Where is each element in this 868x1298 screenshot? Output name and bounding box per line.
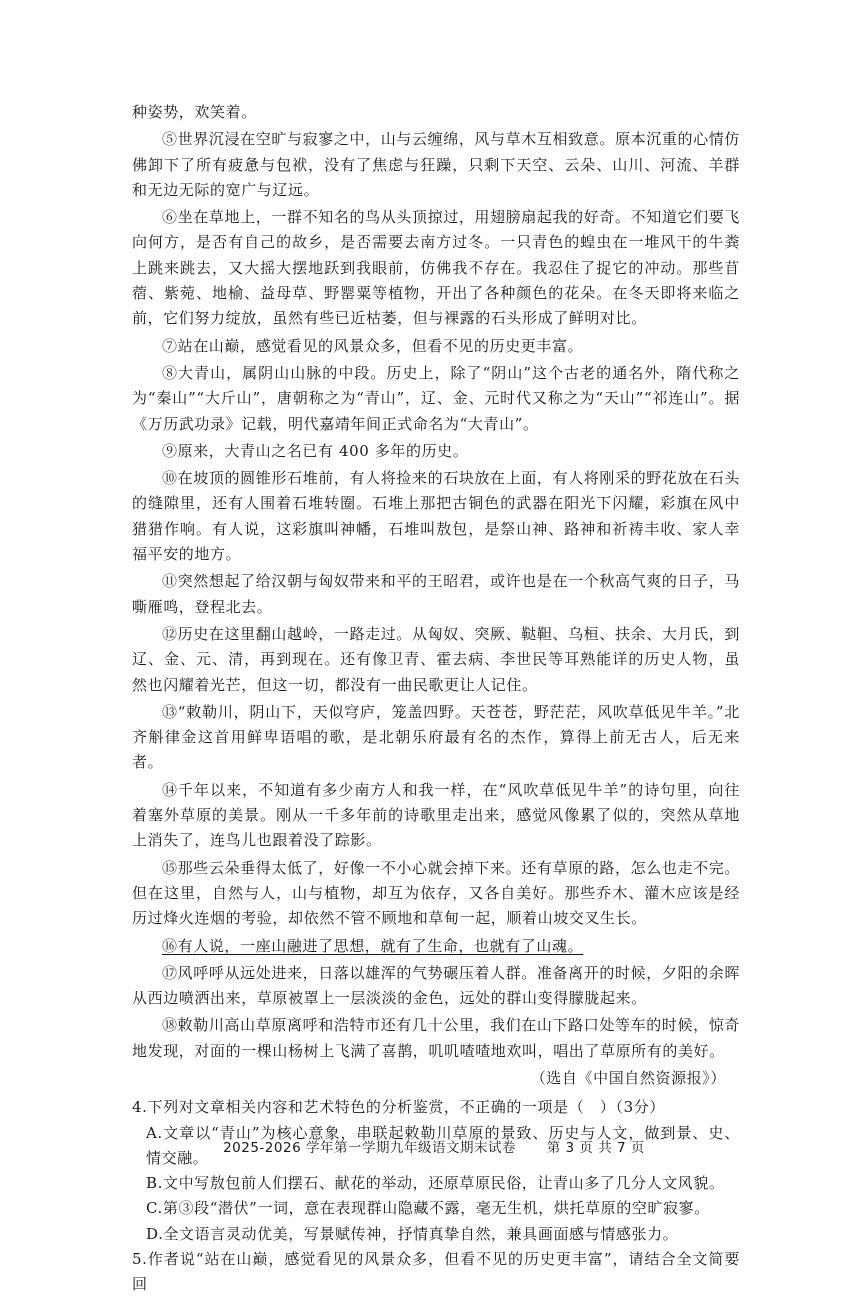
paragraph: ⑧大青山，属阴山山脉的中段。历史上，除了“阴山”这个古老的通名外，隋代称之为“秦山”“大斤山”，唐朝称之为“青山”，辽、金、元时代又称之为“天山”“祁连山”。据《万历武功录》记载，明代嘉靖年间正式命名为“大青山”。 (132, 363, 740, 433)
paragraph: ⑰风呼呼从远处进来，日落以雄浑的气势碾压着人群。准备离开的时候，夕阳的余晖从西边喷洒出来，草原被罩上一层淡淡的金色，远处的群山变得朦胧起来。 (132, 963, 740, 1008)
underlined-sentence: ⑯有人说，一座山融进了思想，就有了生命，也就有了山魂。 (162, 936, 584, 955)
question-4-stem: 4.下列对文章相关内容和艺术特色的分析鉴赏，不正确的一项是（ ）（3分） (132, 1098, 665, 1117)
exam-title: 2025-2026 学年第一学期九年级语文期末试卷 (223, 1140, 516, 1156)
paragraph: ⑦站在山巅，感觉看见的风景众多，但看不见的历史更丰富。 (162, 336, 584, 355)
page-footer (0, 1136, 868, 1156)
question-4 (132, 1095, 740, 1247)
paragraph: ⑨原来，大青山之名已有 400 多年的历史。 (162, 441, 469, 460)
paragraph: ⑬“敕勒川，阴山下，天似穹庐，笼盖四野。天苍苍，野茫茫，风吹草低见牛羊。”北齐斛律金这首用鲜卑语唱的歌，是北朝乐府最有名的杰作，算得上前无古人，后无来者。 (132, 702, 740, 772)
question-4-option-c: C.第③段“潜伏”一词，意在表现群山隐藏不露，毫无生机，烘托草原的空旷寂寥。 (146, 1199, 710, 1218)
paragraph: ⑱敕勒川高山草原离呼和浩特市还有几十公里，我们在山下路口处等车的时候，惊奇地发现，对面的一棵山杨树上飞满了喜鹊，叽叽喳喳地欢叫，唱出了草原所有的美好。 (132, 1016, 740, 1060)
paragraph: ⑭千年以来，不知道有多少南方人和我一样，在“风吹草低见牛羊”的诗句里，向往着塞外草原的美景。刚从一千多年前的诗歌里走出来，感觉风像累了似的，突然从草地上消失了，连鸟儿也跟着没了踪影。 (132, 780, 740, 850)
question-4-option-d: D.全文语言灵动优美，写景赋传神，抒情真挚自然，兼具画面感与情感张力。 (146, 1224, 679, 1243)
question-4-option-a: A.文章以“青山”为核心意象，串联起敕勒川草原的景致、历史与人文，做到景、史、情交融。 (146, 1123, 740, 1167)
page-number: 第 3 页 共 7 页 (546, 1140, 645, 1156)
reading-passage (132, 100, 740, 1298)
passage-source: （选自《中国自然资源报》） (530, 1068, 726, 1087)
question-5 (132, 1247, 740, 1298)
question-4-option-b: B.文中写敖包前人们摆石、献花的举动，还原草原民俗，让青山多了几分人文风貌。 (146, 1174, 725, 1193)
paragraph: ⑤世界沉浸在空旷与寂寥之中，山与云缠绵，风与草木互相致意。原本沉重的心情仿佛卸下了所有疲惫与包袱，没有了焦虑与狂躁，只剩下天空、云朵、山川、河流、羊群和无边无际的宽广与辽远。 (132, 130, 740, 199)
paragraph: ⑥坐在草地上，一群不知名的鸟从头顶掠过，用翅膀扇起我的好奇。不知道它们要飞向何方，是否有自己的故乡，是否需要去南方过冬。一只青色的蝗虫在一堆风干的牛粪上跳来跳去，又大摇大摆地跃到我眼前，仿佛我不存在。我忍住了捉它的冲动。那些苜蓿、紫菀、地榆、益母草、野罂粟等植物，开出了各种颜色的花朵。在冬天即将来临之前，它们努力绽放，虽然有些已近枯萎，但与裸露的石头形成了鲜明对比。 (132, 208, 740, 328)
paragraph: 种姿势，欢笑着。 (132, 103, 257, 121)
paragraph-list (132, 100, 740, 1064)
paragraph: ⑩在坡顶的圆锥形石堆前，有人将捡来的石块放在上面，有人将刚采的野花放在石头的缝隙里，还有人围着石堆转圈。石堆上那把古铜色的武器在阳光下闪耀，彩旗在风中猎猎作响。有人说，这彩旗叫神幡，石堆叫敖包，是祭山神、路神和祈祷丰收、家人幸福平安的地方。 (132, 469, 740, 564)
question-5-stem: 5.作者说“站在山巅，感觉看见的风景众多，但看不见的历史更丰富”，请结合全文简要回 (132, 1250, 740, 1294)
paragraph (132, 934, 740, 959)
paragraph: ⑮那些云朵垂得太低了，好像一不小心就会掉下来。还有草原的路，怎么也走不完。但在这里，自然与人，山与植物，却互为依存，又各自美好。那些乔木、灌木应该是经历过烽火连烟的考验，却依然不管不顾地和草甸一起，顺着山坡交叉生长。 (132, 858, 740, 928)
paragraph: ⑪突然想起了给汉朝与匈奴带来和平的王昭君，或许也是在一个秋高气爽的日子，马嘶雁鸣，登程北去。 (132, 572, 740, 616)
paragraph: ⑫历史在这里翻山越岭，一路走过。从匈奴、突厥、鞑靼、乌桓、扶余、大月氏，到辽、金、元、清，再到现在。还有像卫青、霍去病、李世民等耳熟能详的历史人物，虽然也闪耀着光芒，但这一切，都没有一曲民歌更让人记住。 (132, 624, 740, 694)
